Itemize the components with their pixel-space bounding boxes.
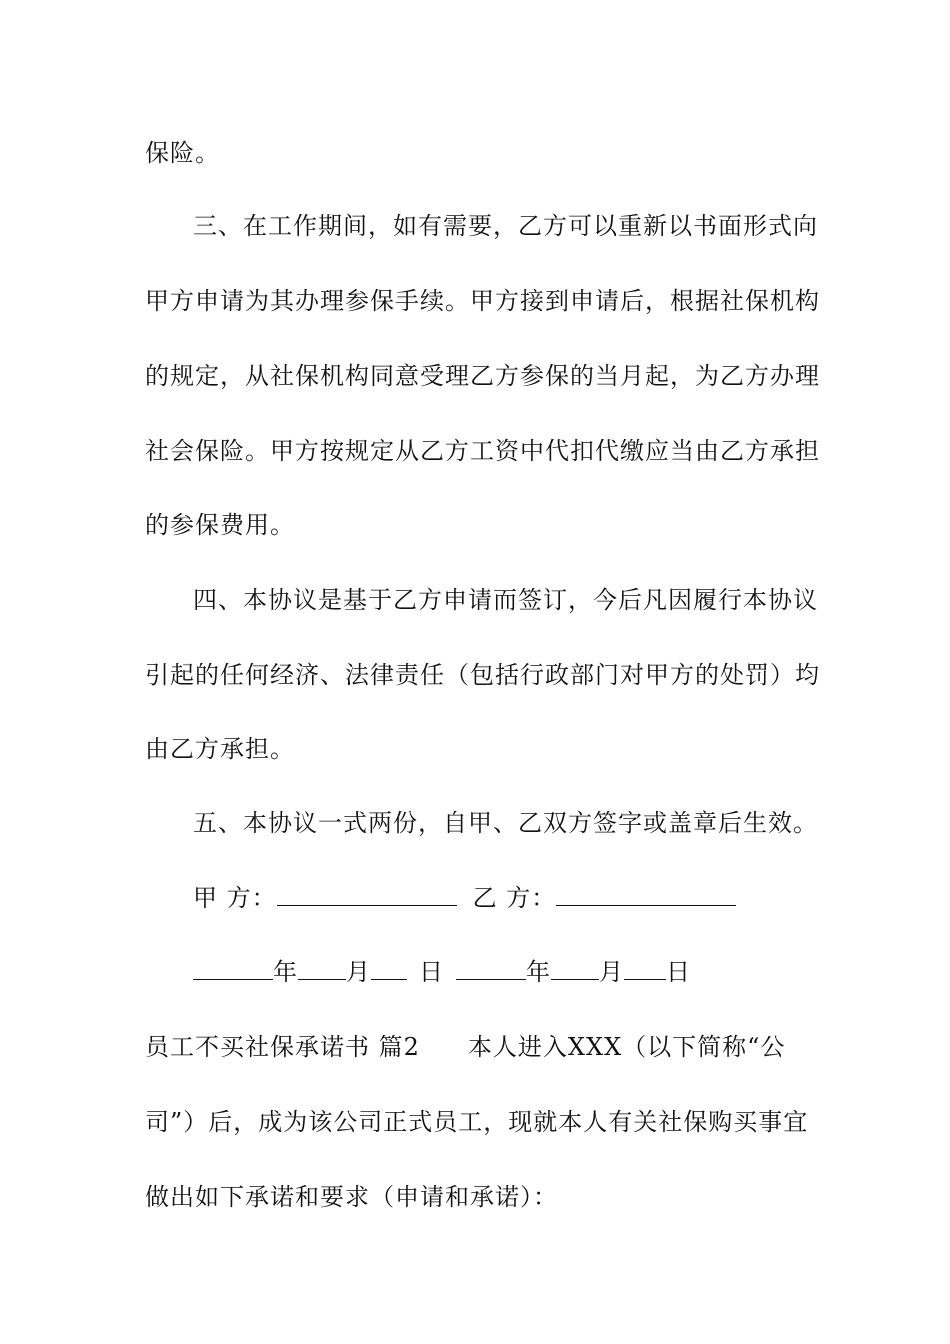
month-label-a: 月 (346, 958, 371, 986)
party-b-signature-blank (556, 883, 736, 906)
month-label-b: 月 (599, 958, 624, 986)
party-b-year-blank (456, 957, 526, 980)
party-a-signature-blank (277, 883, 457, 906)
section-2-line-2: 司”）后，成为该公司正式员工，现就本人有关社保购买事宜 (145, 1108, 809, 1136)
text-line-1: 保险。 (145, 139, 220, 167)
party-b-label: 乙 方： (472, 884, 557, 912)
day-label-b: 日 (666, 958, 691, 986)
clause-4-line-1: 四、本协议是基于乙方申请而签订，今后凡因履行本协议 (193, 586, 818, 614)
party-a-label: 甲 方： (193, 884, 277, 912)
clause-3-line-2: 甲方申请为其办理参保手续。甲方接到申请后，根据社保机构 (145, 287, 820, 315)
section-2-intro: 本人进入XXX（以下简称“公 (467, 1033, 786, 1061)
clause-4-line-3: 由乙方承担。 (145, 735, 295, 763)
clause-3-line-1: 三、在工作期间，如有需要，乙方可以重新以书面形式向 (193, 212, 818, 240)
party-b-month-blank (551, 957, 599, 980)
section-2-heading: 员工不买社保承诺书 篇2 (145, 1033, 420, 1061)
clause-4-line-2: 引起的任何经济、法律责任（包括行政部门对甲方的处罚）均 (145, 661, 820, 689)
section-2-first-line (145, 1032, 825, 1062)
party-b-day-blank (624, 957, 666, 980)
party-a-year-blank (193, 957, 273, 980)
signature-row (193, 883, 873, 913)
clause-3-line-4: 社会保险。甲方按规定从乙方工资中代扣代缴应当由乙方承担 (145, 437, 820, 465)
date-row (193, 957, 873, 987)
clause-3-line-5: 的参保费用。 (145, 511, 295, 539)
party-a-day-blank (371, 957, 407, 980)
section-2-line-3: 做出如下承诺和要求（申请和承诺）： (145, 1183, 558, 1211)
party-a-month-blank (298, 957, 346, 980)
year-label-a: 年 (273, 958, 298, 986)
year-label-b: 年 (526, 958, 551, 986)
day-label-a: 日 (419, 958, 444, 986)
clause-3-line-3: 的规定，从社保机构同意受理乙方参保的当月起，为乙方办理 (145, 362, 820, 390)
clause-5-line-1: 五、本协议一式两份，自甲、乙双方签字或盖章后生效。 (193, 809, 818, 837)
